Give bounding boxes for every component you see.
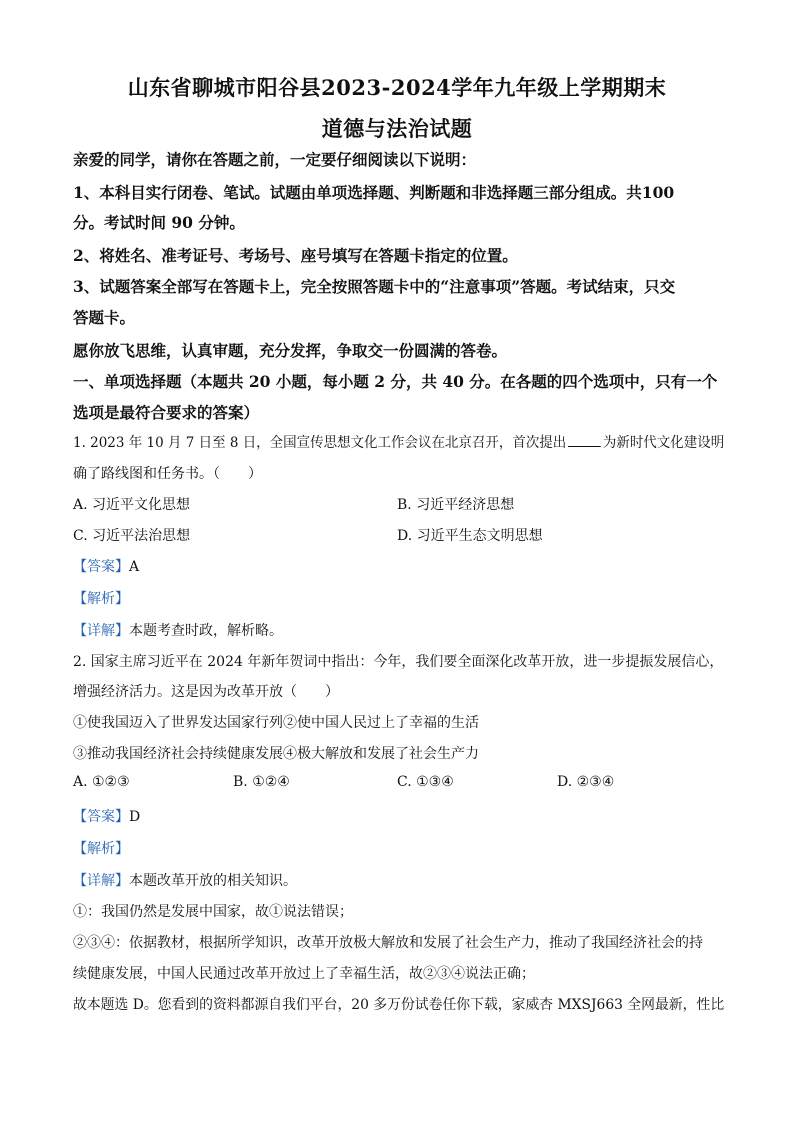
q1-detail-text: 本题考查时政，解析略。 bbox=[129, 623, 283, 639]
intro-rule-2: 2、将姓名、准考证号、考场号、座号填写在答题卡指定的位置。 bbox=[73, 246, 518, 265]
exam-title: 山东省聊城市阳谷县2023-2024学年九年级上学期期末 bbox=[127, 75, 667, 100]
q1-detail-label: 【详解】 bbox=[73, 623, 129, 639]
q2-detail-label: 【详解】 bbox=[73, 873, 129, 889]
intro-rule-3-line-2: 答题卡。 bbox=[73, 308, 136, 327]
q1-stem-pre: 1. 2023 年 10 月 7 日至 8 日，全国宣传思想文化工作会议在北京召开，首次提出 bbox=[73, 435, 567, 451]
q2-stem-line-1: 2. 国家主席习近平在 2024 年新年贺词中指出：今年，我们要全面深化改革开放，进一步提振发展信心， bbox=[73, 654, 724, 670]
q1-answer-blank bbox=[568, 445, 601, 447]
q1-stem-line-2: 确了路线图和任务书。（ ） bbox=[73, 466, 262, 482]
q2-option-d: D. ②③④ bbox=[557, 774, 615, 790]
q2-option-c: C. ①③④ bbox=[397, 774, 454, 790]
q1-answer-label: 【答案】 bbox=[73, 559, 129, 575]
q1-option-b: B. 习近平经济思想 bbox=[397, 497, 515, 513]
intro-rule-1-line-1: 1、本科目实行闭卷、笔试。试题由单项选择题、判断题和非选择题三部分组成。共100 bbox=[73, 183, 675, 202]
q1-option-c: C. 习近平法治思想 bbox=[73, 528, 191, 544]
intro-greeting: 亲爱的同学，请你在答题之前，一定要仔细阅读以下说明： bbox=[73, 150, 477, 169]
q2-explain-1: ①：我国仍然是发展中国家，故①说法错误； bbox=[73, 904, 353, 920]
q1-stem-line-1 bbox=[73, 432, 724, 452]
q2-conclusion: 故本题选 D。您看到的资料都源自我们平台，20 多万份试卷任你下载，家威杏 MXSJ663 全网最新，性比 bbox=[73, 997, 725, 1013]
q2-option-a: A. ①②③ bbox=[73, 774, 130, 790]
q2-items-line-1: ①使我国迈入了世界发达国家行列②使中国人民过上了幸福的生活 bbox=[73, 715, 479, 731]
section-1-heading-line-1: 一、单项选择题（本题共 20 小题，每小题 2 分，共 40 分。在各题的四个选项中，只有一个 bbox=[73, 372, 718, 391]
intro-rule-1-line-2: 分。考试时间 90 分钟。 bbox=[73, 213, 245, 232]
q1-detail bbox=[73, 620, 283, 640]
q2-explain-2-line-1: ②③④：依据教材，根据所学知识，改革开放极大解放和发展了社会生产力，推动了我国经济社会的持 bbox=[73, 935, 703, 951]
exam-subtitle: 道德与法治试题 bbox=[321, 116, 473, 141]
q1-analysis-label bbox=[73, 588, 129, 608]
q2-analysis-label bbox=[73, 838, 129, 858]
q1-option-a: A. 习近平文化思想 bbox=[73, 497, 191, 513]
q2-detail-text: 本题改革开放的相关知识。 bbox=[129, 873, 297, 889]
intro-wish: 愿你放飞思维，认真审题，充分发挥，争取交一份圆满的答卷。 bbox=[73, 341, 508, 360]
q2-explain-2-line-2: 续健康发展，中国人民通过改革开放过上了幸福生活，故②③④说法正确； bbox=[73, 966, 535, 982]
intro-rule-3-line-1: 3、试题答案全部写在答题卡上，完全按照答题卡中的“注意事项”答题。考试结束，只交 bbox=[73, 277, 676, 296]
q2-answer bbox=[73, 806, 140, 826]
q2-answer-label: 【答案】 bbox=[73, 809, 129, 825]
q1-answer bbox=[73, 556, 139, 576]
q1-stem-post: 为新时代文化建设明 bbox=[602, 435, 725, 451]
q2-analysis-title: 【解析】 bbox=[73, 841, 129, 857]
section-1-heading-line-2: 选项是最符合要求的答案） bbox=[73, 403, 260, 422]
q2-answer-value: D bbox=[129, 809, 141, 825]
q2-option-b: B. ①②④ bbox=[233, 774, 290, 790]
q1-option-d: D. 习近平生态文明思想 bbox=[397, 528, 543, 544]
q2-stem-line-2: 增强经济活力。这是因为改革开放（ ） bbox=[73, 684, 339, 700]
q2-detail bbox=[73, 870, 297, 890]
q2-items-line-2: ③推动我国经济社会持续健康发展④极大解放和发展了社会生产力 bbox=[73, 746, 479, 762]
q1-analysis-title: 【解析】 bbox=[73, 591, 129, 607]
q1-answer-value: A bbox=[129, 559, 140, 575]
